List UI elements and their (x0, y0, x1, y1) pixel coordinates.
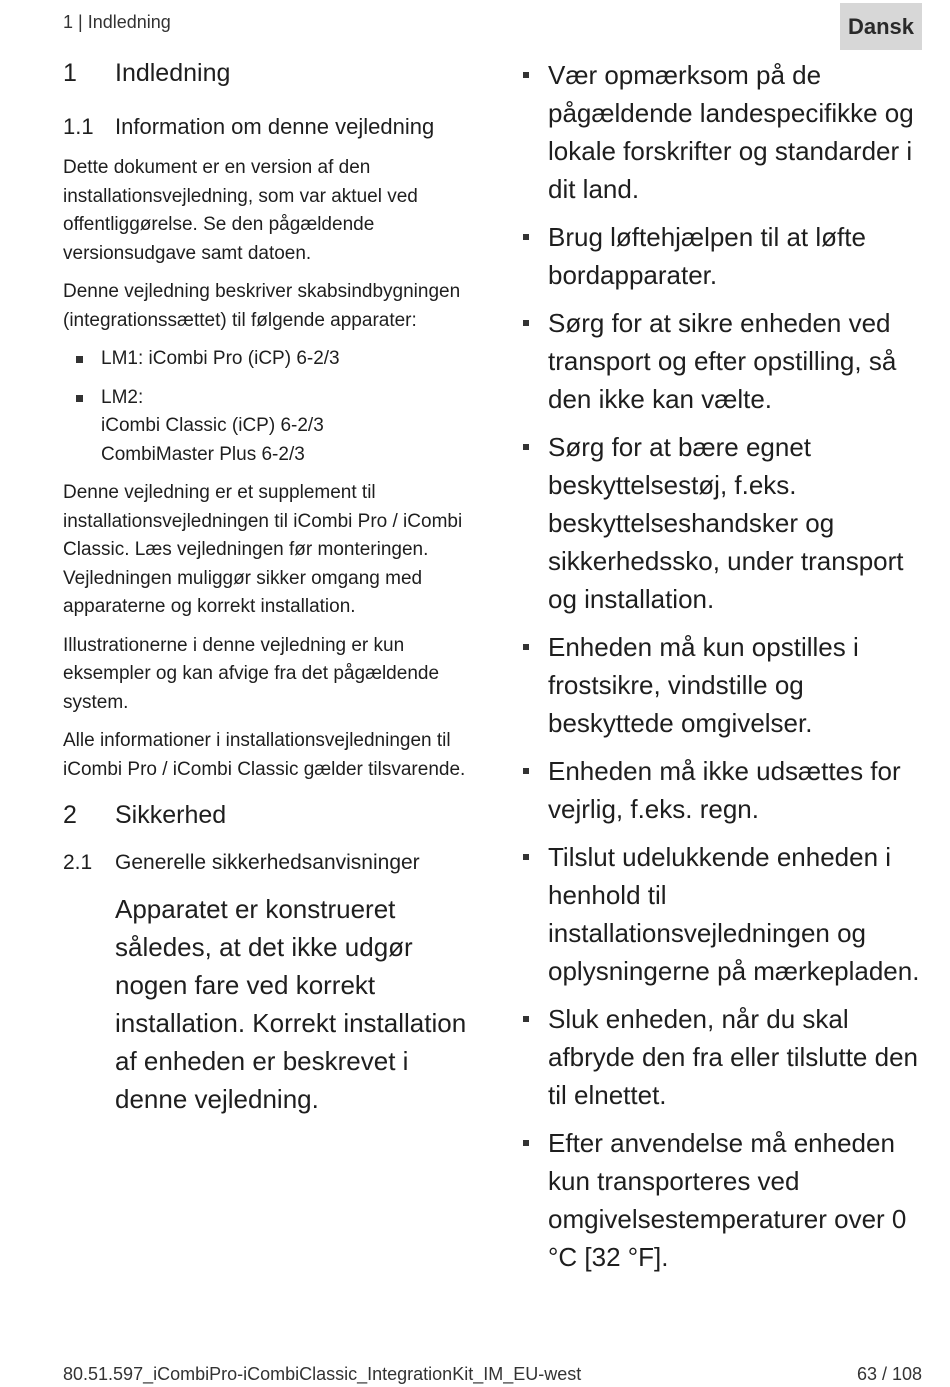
running-head: 1 | Indledning (63, 12, 171, 32)
paragraph: Alle informationer i installationsvejledningen til iCombi Pro / iCombi Classic gælder tilsvarende. (63, 730, 466, 780)
right-column (520, 56, 930, 1286)
subsection-title: Information om denne vejledning (115, 114, 435, 139)
section-title: Indledning (115, 59, 231, 87)
list-item (520, 428, 930, 618)
list-item-text: Brug løftehjælpen til at løfte bordapparater. (548, 222, 866, 290)
bullet-square-icon (523, 1140, 529, 1146)
paragraph: Illustrationerne i denne vejledning er kun eksempler og kan afvige fra det pågældende system. (63, 634, 440, 713)
bullet-square-icon (523, 320, 529, 326)
list-item (520, 304, 930, 418)
footer-doc-id: 80.51.597_iCombiPro-iCombiClassic_IntegrationKit_IM_EU-west (63, 1364, 582, 1384)
list-item-text: Sørg for at sikre enheden ved transport og efter opstilling, så den ikke kan vælte. (548, 308, 897, 414)
language-tab: Dansk (840, 3, 922, 50)
list-item (520, 1124, 930, 1276)
bullet-square-icon (523, 72, 529, 78)
bullet-square-icon (523, 234, 529, 240)
list-item-text: Enheden må kun opstilles i frostsikre, vindstille og beskyttede omgivelser. (548, 632, 859, 738)
section-heading-2 (63, 798, 478, 832)
list-item (520, 838, 930, 990)
list-item (520, 218, 930, 294)
section-title: Sikkerhed (115, 801, 227, 829)
bullet-square-icon (523, 1016, 529, 1022)
list-item (520, 56, 930, 208)
subsection-number: 1.1 (63, 114, 94, 139)
subsection-number: 2.1 (63, 851, 93, 874)
list-item-text: Efter anvendelse må enheden kun transporteres ved omgivelsestemperaturer over 0 °C [32 °F]. (548, 1128, 907, 1272)
list-item-text: LM1: iCombi Pro (iCP) 6-2/3 (101, 348, 340, 369)
list-item-text: Vær opmærksom på de pågældende landespecifikke og lokale forskrifter og standarder i dit land. (548, 60, 914, 204)
bullet-square-icon (76, 395, 83, 402)
list-item-text: Enheden må ikke udsættes for vejrlig, f.eks. regn. (548, 756, 901, 824)
list-item (520, 628, 930, 742)
device-list (63, 345, 478, 469)
list-item-text: Tilslut udelukkende enheden i henhold til installationsvejledningen og oplysningerne på mærkepladen. (548, 842, 920, 986)
section-number: 2 (63, 801, 77, 829)
list-item-text: Sluk enheden, når du skal afbryde den fra eller tilslutte den til elnettet. (548, 1004, 918, 1110)
section-heading-1 (63, 56, 478, 90)
list-item (63, 384, 478, 470)
left-column (63, 56, 478, 1118)
subsection-heading-1-1 (63, 112, 478, 142)
paragraph: Dette dokument er en version af den installationsvejledning, som var aktuel ved offentliggørelse. Se den pågældende versionsudgave samt datoen. (63, 157, 418, 264)
bullet-square-icon (523, 444, 529, 450)
list-item (520, 752, 930, 828)
subsection-title: Generelle sikkerhedsanvisninger (115, 851, 420, 874)
page-number: 63 / 108 (856, 1364, 922, 1384)
bullet-square-icon (523, 854, 529, 860)
bullet-square-icon (523, 644, 529, 650)
list-item (63, 345, 478, 374)
bullet-square-icon (76, 356, 83, 363)
paragraph: Denne vejledning er et supplement til installationsvejledningen til iCombi Pro / iCombi Classic. Læs vejledningen før monteringen. Vejledningen muliggør sikker omgang med apparaterne og korrekt installation. (63, 482, 463, 617)
bullet-square-icon (523, 768, 529, 774)
list-item-text: Sørg for at bære egnet beskyttelsestøj, f.eks. beskyttelseshandsker og sikkerhedssko, under transport og installation. (548, 432, 904, 614)
list-item (520, 1000, 930, 1114)
subsection-heading-2-1 (63, 848, 478, 878)
list-item-text: LM2: iCombi Classic (iCP) 6-2/3 CombiMaster Plus 6-2/3 (101, 386, 324, 465)
section-number: 1 (63, 59, 77, 87)
safety-intro: Apparatet er konstrueret således, at det ikke udgør nogen fare ved korrekt installation. Korrekt installation af enheden er beskrevet i denne vejledning. (115, 894, 467, 1114)
paragraph: Denne vejledning beskriver skabsindbygningen (integrationssættet) til følgende apparater: (63, 281, 461, 331)
safety-list (520, 56, 930, 1276)
